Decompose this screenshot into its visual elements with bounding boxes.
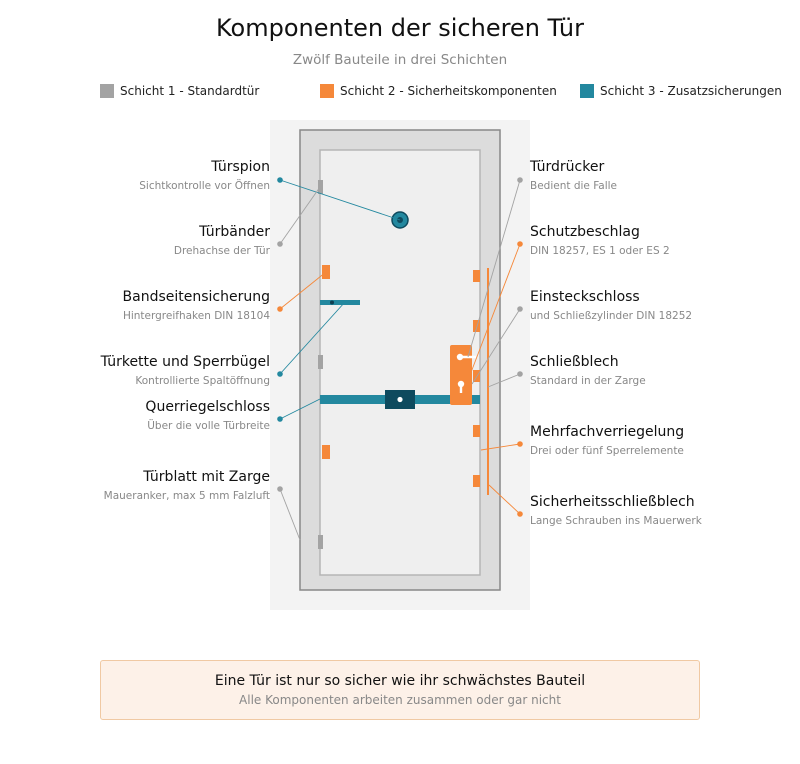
label-schutzbeschlag <box>530 224 670 258</box>
leader-dot-tuerbaender <box>277 241 283 247</box>
multipoint-bolt-1 <box>473 270 480 282</box>
page-subtitle: Zwölf Bauteile in drei Schichten <box>292 52 508 68</box>
leader-dot-querriegelschloss <box>277 416 283 422</box>
label-sub: Drei oder fünf Sperrelemente <box>530 445 684 457</box>
label-bandseitensicherung <box>123 289 270 323</box>
door-chain <box>320 300 360 305</box>
label-tuerdruecker <box>530 159 617 193</box>
legend-label-layer-2: Schicht 2 - Sicherheitskomponenten <box>340 84 557 98</box>
label-einsteckschloss <box>530 289 692 323</box>
label-title: Türdrücker <box>530 159 605 175</box>
cross-bar-keyhole <box>397 397 402 402</box>
leader-dot-einsteckschloss <box>517 306 523 312</box>
leader-dot-tuerblatt <box>277 486 283 492</box>
label-schliessblech <box>530 354 646 388</box>
label-sub: Standard in der Zarge <box>530 375 646 387</box>
page-title: Komponenten der sicheren Tür <box>216 14 584 42</box>
label-title: Bandseitensicherung <box>122 289 270 305</box>
leader-dot-tuerdruecker <box>517 177 523 183</box>
label-title: Türkette und Sperrbügel <box>100 354 270 370</box>
label-title: Querriegelschloss <box>145 399 270 415</box>
hinge-middle <box>318 355 323 369</box>
label-title: Schließblech <box>530 354 619 370</box>
label-tuerblatt <box>104 469 270 503</box>
label-sub: Bedient die Falle <box>530 180 617 192</box>
summary-callout <box>100 660 700 720</box>
legend-label-layer-1: Schicht 1 - Standardtür <box>120 84 260 98</box>
label-sicherheitsschliessblech <box>530 494 702 528</box>
label-title: Einsteckschloss <box>530 289 640 305</box>
multipoint-bolt-5 <box>473 475 480 487</box>
label-title: Schutzbeschlag <box>530 224 640 240</box>
leader-dot-sicherheitsschliessblech <box>517 511 523 517</box>
label-title: Türbänder <box>199 224 270 240</box>
leader-dot-schutzbeschlag <box>517 241 523 247</box>
label-title: Sicherheitsschließblech <box>530 494 695 510</box>
door-chain-knob <box>330 301 334 305</box>
label-tuerbaender <box>174 224 270 258</box>
label-sub: Lange Schrauben ins Mauerwerk <box>530 515 702 527</box>
leader-dot-tuerkette <box>277 371 283 377</box>
leader-dot-mehrfachverriegelung <box>517 441 523 447</box>
label-title: Türblatt mit Zarge <box>143 469 270 485</box>
leader-dot-schliessblech <box>517 371 523 377</box>
label-mehrfachverriegelung <box>530 424 684 458</box>
label-title: Mehrfachverriegelung <box>530 424 685 440</box>
hinge-security-bottom <box>322 445 330 459</box>
label-sub: Sichtkontrolle vor Öffnen <box>139 180 270 192</box>
door-handle-pivot <box>457 354 463 360</box>
label-sub: Maueranker, max 5 mm Falzluft <box>103 490 270 502</box>
multipoint-bolt-4 <box>473 425 480 437</box>
label-sub: DIN 18257, ES 1 oder ES 2 <box>530 245 670 257</box>
cylinder-keyhole-slot <box>460 384 462 393</box>
label-querriegelschloss <box>145 399 270 433</box>
hinge-bottom <box>318 535 323 549</box>
label-sub: und Schließzylinder DIN 18252 <box>530 310 693 322</box>
callout-subtitle: Alle Komponenten arbeiten zusammen oder gar nicht <box>239 693 561 707</box>
label-sub: Drehachse der Tür <box>173 245 270 257</box>
leader-dot-bandseitensicherung <box>277 306 283 312</box>
leader-dot-tuerspion <box>277 177 283 183</box>
label-tuerkette <box>101 354 270 388</box>
callout-title: Eine Tür ist nur so sicher wie ihr schwächstes Bauteil <box>214 673 586 689</box>
multipoint-bolt-2 <box>473 320 480 332</box>
label-tuerspion <box>139 159 270 193</box>
label-sub: Hintergreifhaken DIN 18104 <box>122 310 270 322</box>
label-title: Türspion <box>211 159 270 175</box>
hinge-top <box>318 180 323 194</box>
label-sub: Über die volle Türbreite <box>147 420 270 432</box>
legend-label-layer-3: Schicht 3 - Zusatzsicherungen <box>600 84 782 98</box>
label-sub: Kontrollierte Spaltöffnung <box>135 375 270 387</box>
